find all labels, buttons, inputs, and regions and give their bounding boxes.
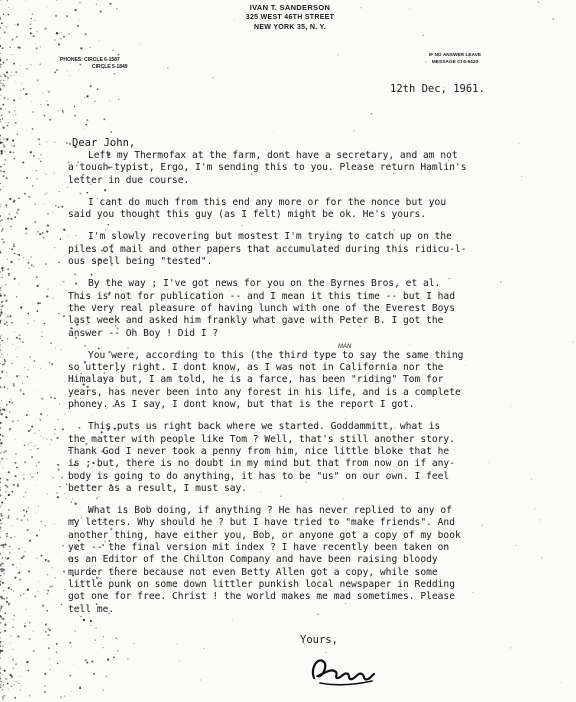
paragraph-line: I cant do much from this end any more or for the nonce but you bbox=[88, 196, 447, 208]
paragraph-line: answer -- Oh Boy ! Did I ? bbox=[68, 327, 219, 339]
paragraph-line: the matter with people like Tom ? Well, that's still another story. bbox=[68, 433, 455, 445]
handwritten-signature bbox=[308, 648, 378, 688]
paragraph-line: piles of mail and other papers that accumulated during this ridicu-l- bbox=[68, 243, 467, 255]
letter-body bbox=[68, 150, 568, 626]
paragraph bbox=[68, 231, 568, 268]
paragraph-line: This is not for publication -- and I mean it this time -- but I had bbox=[68, 290, 455, 302]
paragraph-line: This puts us right back where we started. Goddammitt, what is bbox=[88, 421, 441, 433]
phones-line-2: CIRCLE 5-1849 bbox=[92, 64, 128, 70]
paragraph-line: Thank God I never took a penny from him, nice little bloke that he bbox=[68, 445, 450, 457]
handwritten-annotation: MAN bbox=[338, 343, 352, 350]
letterhead-no-answer bbox=[400, 52, 510, 66]
paragraph-line: ous spell being "tested". bbox=[68, 256, 213, 268]
paragraph-line: so utterly right. I dont know, as I was not in California nor the bbox=[68, 362, 444, 374]
paragraph-line: By the way ; I've got news for you on the Byrnes Bros, et al. bbox=[88, 278, 441, 290]
paragraph bbox=[68, 197, 568, 222]
paragraph-line: phoney. As I say, I dont know, but that is the report I got. bbox=[68, 399, 415, 411]
no-answer-line-1: IF NO ANSWER LEAVE bbox=[428, 53, 482, 58]
letter-date: 12th Dec, 1961. bbox=[390, 83, 485, 95]
paragraph-line: said you thought this guy (as I felt) might be ok. He's yours. bbox=[68, 209, 427, 221]
closing: Yours, bbox=[300, 634, 338, 646]
paragraph-line: little punk on some down littler punkish local newspaper in Redding bbox=[68, 578, 455, 590]
paragraph-line: the very real pleasure of having lunch with one of the Everest Boys bbox=[68, 302, 455, 314]
paragraph-line: a touch-typist, Ergo, I'm sending this to you. Please return Hamlin's bbox=[68, 162, 467, 174]
paragraph-line: last week and asked him frankly what gave with Peter B. I got the bbox=[68, 315, 444, 327]
paragraph-line: What is Bob doing, if anything ? He has never replied to any of bbox=[88, 505, 452, 517]
paragraph-line: tell me. bbox=[68, 603, 115, 615]
paragraph-line: as an Editor of the Chilton Company and have been raising bloody bbox=[68, 554, 438, 566]
no-answer-line-2: MESSAGE CI 6-9420 bbox=[431, 60, 479, 65]
paragraph-line: You were, according to this (the third type to say the same thing bbox=[88, 349, 464, 361]
phones-line-1: PHONES: CIRCLE 6-1587 bbox=[60, 57, 120, 63]
paragraph-line: Himalaya but, I am told, he is a farce, has been "riding" Tom for bbox=[68, 374, 444, 386]
paragraph-line: better as a result, I must say. bbox=[68, 482, 248, 494]
paragraph bbox=[68, 343, 568, 411]
letterhead-name: IVAN T. SANDERSON bbox=[249, 3, 331, 12]
paragraph-line: my letters. Why should he ? but I have tried to "make friends". And bbox=[68, 517, 455, 529]
paragraph bbox=[68, 278, 568, 339]
paragraph-line: is ; but, there is no doubt in my mind but that from now on if any- bbox=[68, 458, 455, 470]
paragraph-line: I'm slowly recovering but mostest I'm trying to catch up on the bbox=[88, 231, 452, 243]
paragraph-line: body is going to do anything, it has to be "us" on our own. I feel bbox=[68, 470, 450, 482]
paragraph-line: letter in due course. bbox=[68, 174, 190, 186]
paragraph-line: murder there because not even Betty Allen got a copy, while some bbox=[68, 566, 438, 578]
paragraph-line: got one for free. Christ ! the world makes me mad sometimes. Please bbox=[68, 591, 455, 603]
paragraph-line: years, has never been into any forest in his life, and is a complete bbox=[68, 386, 461, 398]
letterhead-phones bbox=[60, 57, 128, 71]
letterhead-city: NEW YORK 35, N. Y. bbox=[253, 24, 327, 31]
letterhead bbox=[150, 3, 430, 33]
paragraph bbox=[68, 150, 568, 187]
paragraph-line: another thing, have either you, Bob, or anyone got a copy of my book bbox=[68, 529, 461, 541]
letterhead-street: 325 WEST 46TH STREET bbox=[245, 14, 335, 21]
paragraph bbox=[68, 505, 568, 616]
paragraph-line: Left my Thermofax at the farm, dont have a secretary, and am not bbox=[88, 150, 458, 161]
paragraph bbox=[68, 421, 568, 495]
paragraph-line: yet -- the final version mit index ? I have recently been taken on bbox=[68, 542, 450, 554]
salutation: Dear John, bbox=[72, 137, 136, 149]
